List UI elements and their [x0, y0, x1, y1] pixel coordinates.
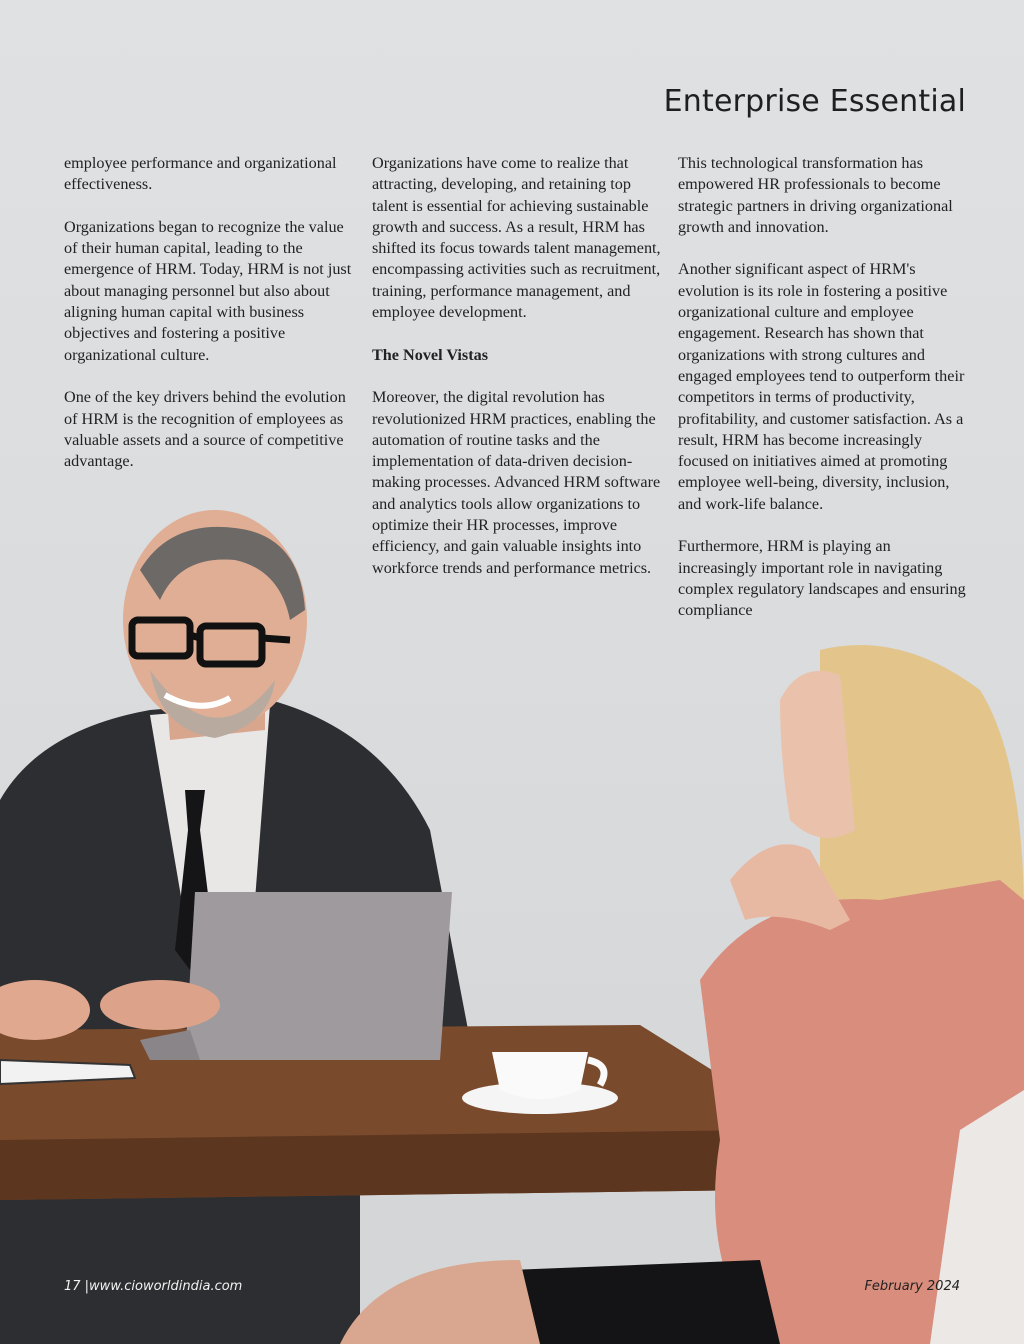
laptop	[185, 892, 452, 1060]
subheading: The Novel Vistas	[372, 345, 489, 364]
paragraph: This technological transformation has empowered HR professionals to become strategic partners in driving organizational growth and innovation.	[678, 154, 953, 236]
footer-date: February 2024	[864, 1279, 960, 1294]
paragraph: Organizations have come to realize that attracting, developing, and retaining top talent is essential for achieving sustainable growth and success. As a result, HRM has shifted its focus towards talent management, encompassing activities such as recruitment, training, performance management, and employee development.	[372, 154, 661, 322]
paragraph: Furthermore, HRM is playing an increasingly important role in navigating complex regulatory landscapes and ensuring compliance	[678, 537, 966, 620]
coffee-cup	[492, 1052, 588, 1099]
paragraph: Organizations began to recognize the value of their human capital, leading to the emergence of HRM. Today, HRM is not just about managing personnel but also about aligning human capital with business objectives and fostering a positive organizational culture.	[64, 217, 352, 364]
paragraph: employee performance and organizational effectiveness.	[64, 154, 337, 194]
section-title: Enterprise Essential	[663, 84, 966, 119]
paragraph: One of the key drivers behind the evolution of HRM is the recognition of employees as valuable assets and a source of competitive advantage.	[64, 388, 346, 471]
paragraph: Moreover, the digital revolution has revolutionized HRM practices, enabling the automation of routine tasks and the implementation of data-driven decision-making processes. Advanced HRM software and analytics tools allow organizations to optimize their HR processes, improve efficiency, and gain valuable insights into workforce trends and performance metrics.	[372, 388, 661, 577]
footer-page-url: 17 |www.cioworldindia.com	[64, 1279, 243, 1294]
paragraph: Another significant aspect of HRM's evolution is its role in fostering a positive organizational culture and employee engagement. Research has shown that organizations with strong cultures and engaged employees tend to outperform their competitors in terms of productivity, profitability, and customer satisfaction. As a result, HRM has become increasingly focused on initiatives aimed at promoting employee well-being, diversity, inclusion, and work-life balance.	[678, 260, 965, 513]
meeting-photo	[0, 500, 1024, 1344]
text-column-1	[64, 153, 354, 494]
